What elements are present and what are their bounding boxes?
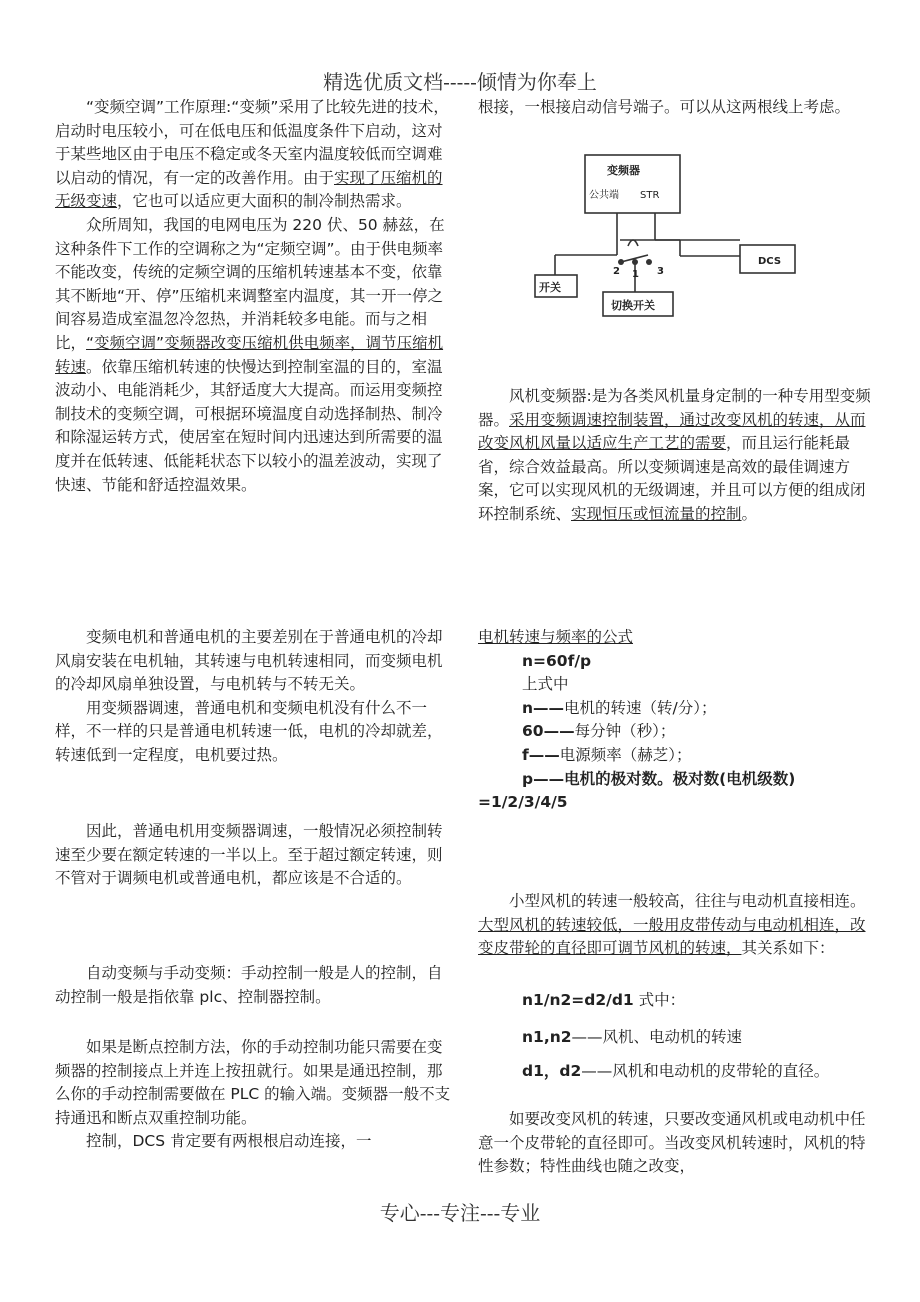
underline-constant-pressure: 实现恒压或恒流量的控制 xyxy=(571,504,742,523)
paragraph-motor-difference: 变频电机和普通电机的主要差别在于普通电机的冷却风扇安装在电机轴，其转速与电机转速相同，而变频电机的冷却风扇单独设置，与电机转与不转无关。 xyxy=(55,628,443,694)
paragraph-breakpoint-control: 如果是断点控制方法，你的手动控制功能只需要在变频器的控制接点上并连上按扭就行。如果是通迅控制，那么你的手动控制需要做在 PLC 的输入端。变频器一般不支持通迅和断点双重控制功能。 xyxy=(55,1038,451,1127)
left-section-aircon xyxy=(55,96,455,497)
underline-stepless: 实现了压缩机的无级变速 xyxy=(55,168,443,211)
underline-compressor: “变频空调”变频器改变压缩机供电频率，调节压缩机转速 xyxy=(55,333,444,376)
underline-belt-drive: 大型风机的转速较低，一般用皮带传动与电动机相连，改变皮带轮的直径即可调节风机的转速， xyxy=(478,915,866,958)
formula-p-def: p——电机的极对数。极对数(电机级数) xyxy=(522,769,796,788)
diagram-terminal-2: 2 xyxy=(613,266,620,277)
paragraph-dcs: 控制，DCS 肯定要有两根根启动连接，一 xyxy=(86,1132,372,1151)
page-header: 精选优质文档-----倾情为你奉上 xyxy=(323,70,597,94)
formula-pole-values: =1/2/3/4/5 xyxy=(478,793,568,812)
diagram-str-label: STR xyxy=(640,190,660,201)
diagram-terminal-3: 3 xyxy=(657,266,664,277)
paragraph-small-fan: 小型风机的转速一般较高，往往与电动机直接相连。大型风机的转速较低，一般用皮带传动与电动机相连，改变皮带轮的直径即可调节风机的转速，其关系如下： xyxy=(478,892,866,958)
left-section-control xyxy=(55,1036,455,1154)
formula-title: 电机转速与频率的公式 xyxy=(478,628,634,646)
formula-equation: n=60f/p xyxy=(522,651,592,670)
diagram-switch-label: 开关 xyxy=(539,281,561,294)
formula-section xyxy=(478,626,873,815)
paragraph-motor-cooling: 用变频器调速，普通电机和变频电机没有什么不一样，不一样的只是普通电机转速一低，电机的冷却就差，转速低到一定程度，电机要过热。 xyxy=(55,698,443,764)
paragraph-change-speed: 如要改变风机的转速，只要改变通风机或电动机中任意一个皮带轮的直径即可。当改变风机转速时，风机的特性参数；特性曲线也随之改变， xyxy=(478,1110,866,1176)
formula-n-def: n——电机的转速（转/分）； xyxy=(522,698,717,717)
formula-where: 上式中 xyxy=(522,675,569,694)
wiring-diagram xyxy=(525,150,815,320)
paragraph-speed-limit: 因此，普通电机用变频器调速，一般情况必须控制转速至少要在额定转速的一半以上。至于超过额定转速，则不管对于调频电机或普通电机，都应该是不合适的。 xyxy=(55,822,443,888)
diagram-terminal-1: 1 xyxy=(632,269,639,280)
ratio-d-def: d1，d2——风机和电动机的皮带轮的直径。 xyxy=(522,1062,830,1080)
diagram-dcs-label: DCS xyxy=(758,256,782,267)
ratio-n-def: n1,n2——风机、电动机的转速 xyxy=(522,1028,743,1046)
underline-fan-control: 采用变频调速控制装置，通过改变风机的转速，从而改变风机风量以适应生产工艺的需要 xyxy=(478,410,866,453)
paragraph-inverter-ac: “变频空调”工作原理:“变频”采用了比较先进的技术，启动时电压较小，可在低电压和低温度条件下启动，这对于某些地区由于电压不稳定或冬天室内温度较低而空调难以启动的情况，有一定的改善作用。由于实现了压缩机的无级变速，它也可以适应更大面积的制冷制热需求。 xyxy=(55,98,449,211)
paragraph-fixed-frequency: 众所周知，我国的电网电压为 220 伏、50 赫兹，在这种条件下工作的空调称之为“定频空调”。由于供电频率不能改变，传统的定频空调的压缩机转速基本不变，依靠其不断地“开、停”压缩机来调整室内温度，其一开一停之间容易造成室温忽冷忽热，并消耗较多电能。而与之相比，“变频空调”变频器改变压缩机供电频率，调节压缩机转速。依靠压缩机转速的快慢达到控制室温的目的，室温波动小、电能消耗少，其舒适度大大提高。而运用变频控制技术的变频空调，可根据环境温度自动选择制热、制冷和除湿运转方式，使居室在短时间内迅速达到所需要的温度并在低转速、低能耗状态下以较小的温差波动，实现了快速、节能和舒适控温效果。 xyxy=(55,215,445,494)
page-footer: 专心---专注---专业 xyxy=(379,1201,541,1225)
paragraph-auto-manual: 自动变频与手动变频：手动控制一般是人的控制，自动控制一般是指依靠 plc、控制器控制。 xyxy=(55,964,443,1006)
diagram-selector-label: 切换开关 xyxy=(611,299,655,312)
paragraph-wiring: 根接，一根接启动信号端子。可以从这两根线上考虑。 xyxy=(478,98,851,116)
diagram-common-label: 公共端 xyxy=(589,190,619,201)
formula-f-def: f——电源频率（赫芝）； xyxy=(522,745,692,764)
left-section-motor xyxy=(55,626,455,768)
ratio-formula: n1/n2=d2/d1 式中： xyxy=(522,991,686,1009)
paragraph-fan-inverter: 风机变频器:是为各类风机量身定制的一种专用型变频器。采用变频调速控制装置，通过改变风机的转速，从而改变风机风量以适应生产工艺的需要，而且运行能耗最省，综合效益最高。所以变频调速是高效的最佳调速方案，它可以实现风机的无级调速，并且可以方便的组成闭环控制系统、实现恒压或恒流量的控制。 xyxy=(478,387,871,523)
formula-60-def: 60——每分钟（秒）； xyxy=(522,722,676,741)
diagram-inverter-label: 变频器 xyxy=(607,164,640,177)
